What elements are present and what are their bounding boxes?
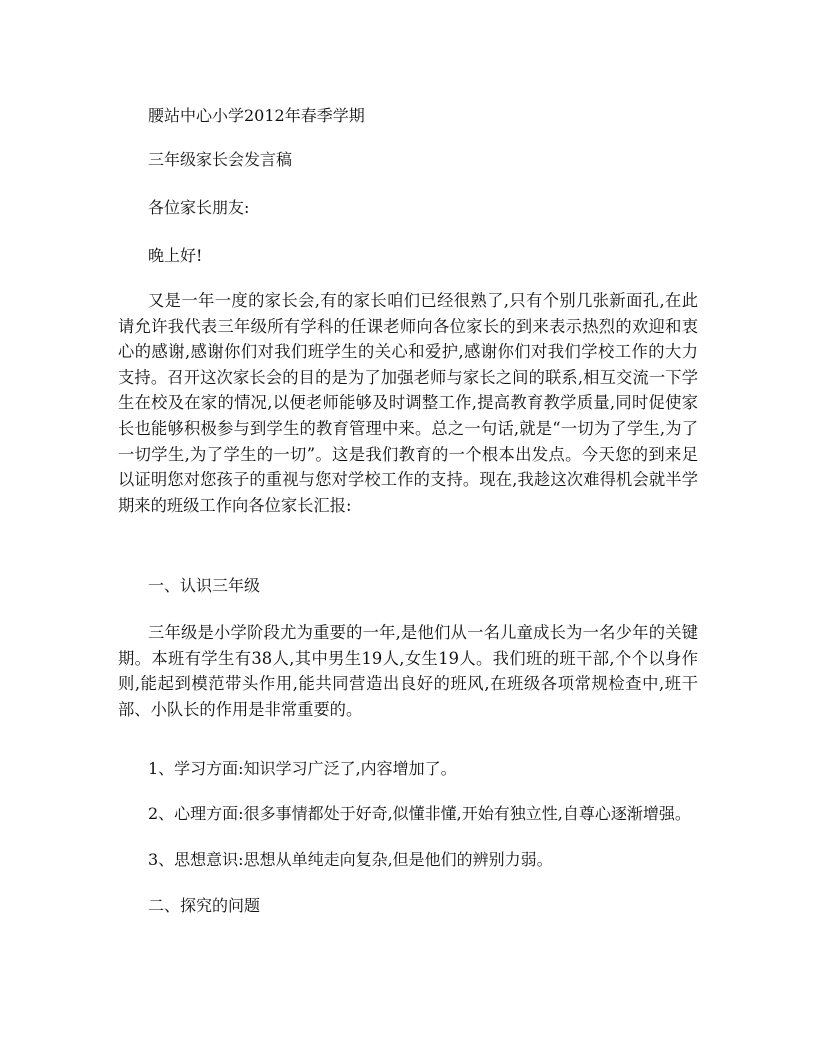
section1-heading: 一、认识三年级	[148, 576, 261, 595]
list-item-1: 1、学习方面:知识学习广泛了,内容增加了。	[148, 759, 457, 778]
intro-paragraph: 又是一年一度的家长会,有的家长咱们已经很熟了,只有个别几张新面孔,在此请允许我代表三年级所有学科的任课老师向各位家长的到来表示热烈的欢迎和衷心的感谢,感谢你们对我们班学生的关心和爱护,感谢你们对我们学校工作的大力支持。召开这次家长会的目的是为了加强老师与家长之间的联系,相互交流一下学生在校及在家的情况,以便老师能够及时调整工作,提高教育教学质量,同时促使家长也能够积极参与到学生的教育管理中来。总之一句话,就是“一切为了学生,为了一切学生,为了学生的一切”。这是我们教育的一个根本出发点。今天您的到来足以证明您对您孩子的重视与您对学校工作的支持。现在,我趁这次难得机会就半学期来的班级工作向各位家长汇报:	[118, 291, 698, 515]
document-title: 三年级家长会发言稿	[148, 150, 293, 169]
greeting: 晚上好!	[148, 246, 203, 265]
list-item-3: 3、思想意识:思想从单纯走向复杂,但是他们的辨别力弱。	[148, 850, 553, 869]
list-item-2: 2、心理方面:很多事情都处于好奇,似懂非懂,开始有独立性,自尊心逐渐增强。	[148, 804, 691, 823]
section2-heading: 二、探究的问题	[148, 896, 261, 915]
salutation: 各位家长朋友:	[148, 198, 250, 217]
school-term-line: 腰站中心小学2012年春季学期	[148, 106, 365, 125]
section1-paragraph: 三年级是小学阶段尤为重要的一年,是他们从一名儿童成长为一名少年的关键期。本班有学生有38人,其中男生19人,女生19人。我们班的班干部,个个以身作则,能起到模范带头作用,能共同营造出良好的班风,在班级各项常规检查中,班干部、小队长的作用是非常重要的。	[118, 623, 698, 719]
